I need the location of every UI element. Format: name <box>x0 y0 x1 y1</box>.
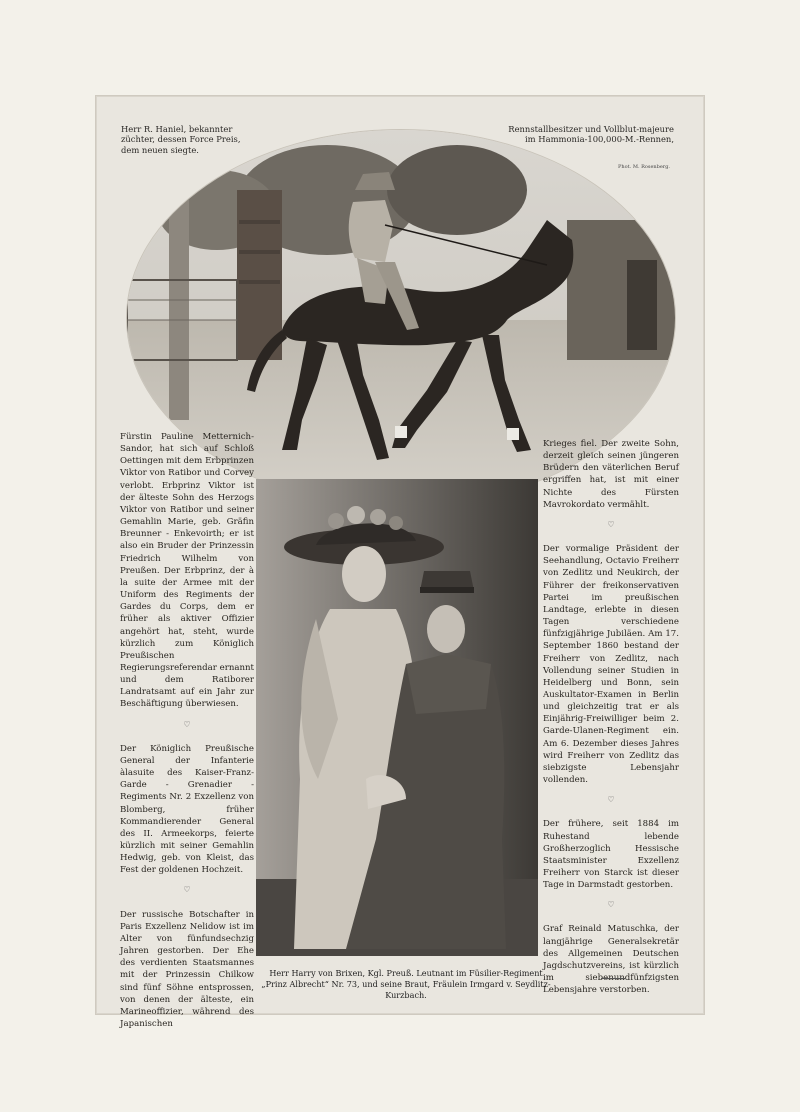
article-matuschka: Graf Reinald Matuschka, der langjährige Generalsekretär des Allgemeinen Deutschen Jagdschutzvereins, ist kürzlich im siebenundfünfzigsten Lebensjahre verstorben. <box>543 924 679 996</box>
article-starck: Der frühere, seit 1884 im Ruhestand lebende Großherzoglich Hessische Staatsminister Exzellenz Freiherr von Starck ist dieser Tage in Darmstadt gestorben. <box>543 819 679 891</box>
separator-ornament: ♡ <box>183 719 191 729</box>
separator-ornament: ♡ <box>607 519 615 529</box>
magazine-page <box>96 96 704 1030</box>
separator-ornament: ♡ <box>607 795 615 805</box>
couple-portrait-illustration <box>256 479 538 956</box>
separator-ornament: ♡ <box>183 885 191 895</box>
article-general-blomberg: Der Königlich Preußische General der Infanterie àlasuite des Kaiser-Franz-Garde - Grenadier - Regiments Nr. 2 Exzellenz von Blomberg, früher Kommandierender General des II. Armeekorps, feierte kürzlich mit seiner Gemahlin Hedwig, geb. von Kleist, das Fest der goldenen Hochzeit. <box>120 743 254 876</box>
top-right-caption: Rennstallbesitzer und Vollblut-majeure im Hammonia-100,000-M.-Rennen, <box>508 124 674 145</box>
separator-ornament: ♡ <box>607 900 615 910</box>
article-krieges-sohn: Krieges fiel. Der zweite Sohn, derzeit gleich seinen jüngeren Brüdern den väterlichen Beruf ergriffen hat, ist mit einer Nichte des Fürsten Mavrokordato vermählt. <box>543 439 679 510</box>
article-fuerstin-metternich: Fürstin Pauline Metternich-Sandor, hat sich auf Schloß Oettingen mit dem Erbprinzen Viktor von Ratibor und Corvey verlobt. Erbprinz Viktor ist der älteste Sohn des Herzogs Viktor von Ratibor und seiner Gemahlin Marie, geb. Gräfin Breunner - Enkevoirth; er ist also ein Bruder der Prinzessin Friedrich Wilhelm von Preußen. Der Erbprinz, der à la suite der Armee mit der Uniform des Regiments der Gardes du Corps, dem er früher als aktiver Offizier angehört hat, steht, wurde kürzlich zum Königlich Preußischen Regierungsreferendar ernannt und dem Ratiborer Landratsamt auf ein Jahr zur Beschäftigung überwiesen. <box>120 432 255 710</box>
article-botschafter-nelidow: Der russische Botschafter in Paris Exzellenz Nelidow ist im Alter von fünfundsechzig Jahren gestorben. Der Ehe des verdienten Staatsmannes mit der Prinzessin Chilkow sind fünf Söhne entsprossen, von denen der älteste, ein Marineoffizier, während des Japanischen <box>120 909 254 1030</box>
couple-portrait-photo <box>256 479 538 956</box>
left-text-column <box>120 431 254 1038</box>
portrait-caption: Herr Harry von Brixen, Kgl. Preuß. Leutnant im Füsilier-Regiment „Prinz Albrecht“ Nr. 73, und seine Braut, Fräulein Irmgard v. Seydlitz-Kurzbach. <box>261 968 551 1000</box>
photo-credit: Phot. M. Rosenberg. <box>618 164 670 170</box>
article-zedlitz: Der vormalige Präsident der Seehandlung, Octavio Freiherr von Zedlitz und Neukirch, der Führer der freikonservativen Partei im preußischen Landtage, erlebte in diesen Tagen verschiedene fünfzigjährige Jubiläen. Am 17. September 1860 bestand der Freiherr von Zedlitz, nach Vollendung seiner Studien in Heidelberg und Bonn, sein Auskultator-Examen in Berlin und gleichzeitig trat er als Einjährig-Freiwilliger beim 2. Garde-Ulanen-Regiment ein. Am 6. Dezember dieses Jahres wird Freiherr von Zedlitz das siebzigste Lebensjahr vollenden. <box>543 544 679 786</box>
top-left-caption: Herr R. Haniel, bekannter züchter, dessen Force Preis, dem neuen siegte. <box>121 124 241 155</box>
right-text-column <box>543 438 679 1004</box>
end-rule <box>601 978 625 979</box>
